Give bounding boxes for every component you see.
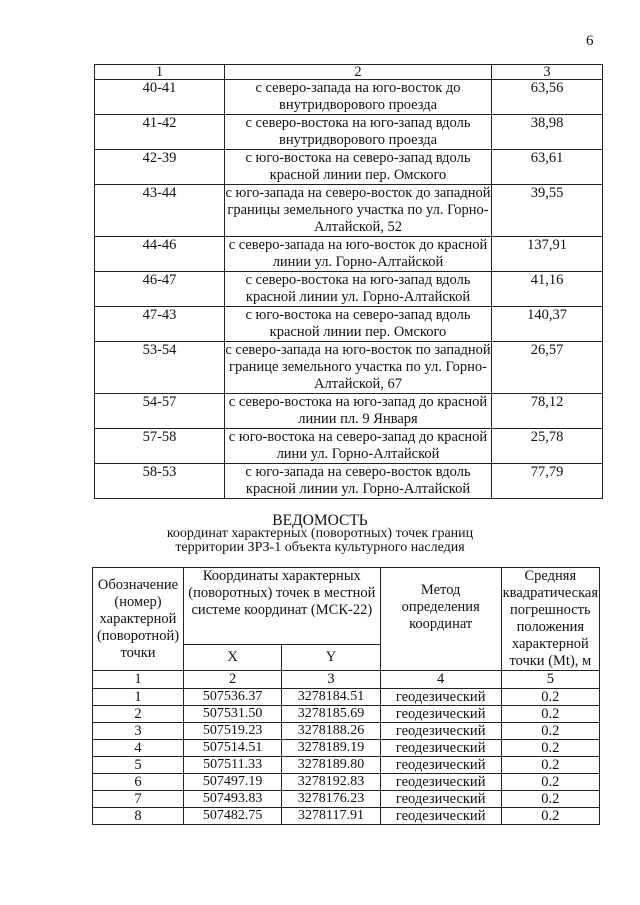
length-cell: 25,78 — [492, 429, 603, 464]
vedomost-subtitle-line-1: координат характерных (поворотных) точек границ — [166, 526, 474, 541]
method-cell: геодезический — [380, 757, 501, 774]
point-cell: 8 — [93, 808, 184, 825]
direction-cell: с северо-запада на юго-восток до красной линии ул. Горно-Алтайской — [225, 237, 492, 272]
coordinates-table — [92, 567, 600, 825]
length-cell: 39,55 — [492, 185, 603, 237]
point-cell: 7 — [93, 791, 184, 808]
direction-cell: с юго-востока на северо-запад вдоль красной линии пер. Омского — [225, 307, 492, 342]
y-cell: 3278189.19 — [282, 740, 380, 757]
segment-cell: 57-58 — [95, 429, 225, 464]
header-col-3: 3 — [492, 65, 603, 80]
table-row — [93, 689, 600, 706]
header-col-2: 2 — [225, 65, 492, 80]
table-row — [95, 307, 603, 342]
boundary-segments-table — [94, 64, 603, 499]
table-row — [95, 429, 603, 464]
direction-cell: с северо-востока на юго-запад до красной линии пл. 9 Января — [225, 394, 492, 429]
table-row — [93, 808, 600, 825]
length-cell: 63,61 — [492, 150, 603, 185]
y-cell: 3278188.26 — [282, 723, 380, 740]
table-row — [93, 706, 600, 723]
segment-cell: 53-54 — [95, 342, 225, 394]
table-row — [95, 185, 603, 237]
table-row — [95, 80, 603, 115]
method-cell: геодезический — [380, 706, 501, 723]
segment-cell: 44-46 — [95, 237, 225, 272]
segment-cell: 42-39 — [95, 150, 225, 185]
vedomost-subtitle-line-2: территории ЗРЗ-1 объекта культурного наследия — [175, 540, 465, 555]
length-cell: 26,57 — [492, 342, 603, 394]
direction-cell: с юго-востока на северо-запад до красной лини ул. Горно-Алтайской — [225, 429, 492, 464]
error-cell: 0.2 — [501, 808, 599, 825]
length-cell: 137,91 — [492, 237, 603, 272]
segment-cell: 58-53 — [95, 464, 225, 499]
table-row — [95, 464, 603, 499]
method-cell: геодезический — [380, 808, 501, 825]
col-number-3: 3 — [282, 671, 380, 689]
point-cell: 1 — [93, 689, 184, 706]
segment-cell: 40-41 — [95, 80, 225, 115]
vedomost-subtitle — [0, 527, 640, 555]
length-cell: 140,37 — [492, 307, 603, 342]
header-point-designation: Обозначение (номер) характерной (поворотной) точки — [93, 568, 184, 671]
y-cell: 3278117.91 — [282, 808, 380, 825]
vedomost-title: ВЕДОМОСТЬ — [272, 512, 368, 529]
segment-cell: 43-44 — [95, 185, 225, 237]
x-cell: 507514.51 — [184, 740, 282, 757]
method-cell: геодезический — [380, 723, 501, 740]
method-cell: геодезический — [380, 774, 501, 791]
header-y: Y — [282, 644, 380, 671]
point-cell: 3 — [93, 723, 184, 740]
point-cell: 5 — [93, 757, 184, 774]
error-cell: 0.2 — [501, 774, 599, 791]
page-number: 6 — [586, 33, 594, 49]
error-cell: 0.2 — [501, 740, 599, 757]
length-cell: 38,98 — [492, 115, 603, 150]
y-cell: 3278184.51 — [282, 689, 380, 706]
point-cell: 2 — [93, 706, 184, 723]
y-cell: 3278185.69 — [282, 706, 380, 723]
table-row — [93, 723, 600, 740]
table-row — [95, 342, 603, 394]
x-cell: 507482.75 — [184, 808, 282, 825]
direction-cell: с северо-запада на юго-восток до внутридворового проезда — [225, 80, 492, 115]
header-mean-square-error: Средняя квадратическая погрешность положения характерной точки (Mt), м — [502, 568, 599, 669]
header-method: Метод определения координат — [380, 568, 501, 671]
table-row — [93, 774, 600, 791]
x-cell: 507536.37 — [184, 689, 282, 706]
method-cell: геодезический — [380, 740, 501, 757]
error-cell: 0.2 — [501, 689, 599, 706]
error-cell: 0.2 — [501, 723, 599, 740]
point-cell: 4 — [93, 740, 184, 757]
error-cell: 0.2 — [501, 706, 599, 723]
table-row — [93, 757, 600, 774]
direction-cell: с северо-востока на юго-запад вдоль красной линии ул. Горно-Алтайской — [225, 272, 492, 307]
error-cell: 0.2 — [501, 757, 599, 774]
direction-cell: с северо-запада на юго-восток по западной границе земельного участка по ул. Горно-Алтайской, 67 — [225, 342, 491, 392]
direction-cell: с юго-запада на северо-восток вдоль красной линии ул. Горно-Алтайской — [225, 464, 492, 499]
method-cell: геодезический — [380, 689, 501, 706]
segment-cell: 41-42 — [95, 115, 225, 150]
segment-cell: 54-57 — [95, 394, 225, 429]
y-cell: 3278176.23 — [282, 791, 380, 808]
table-row — [95, 237, 603, 272]
col-number-2: 2 — [184, 671, 282, 689]
length-cell: 63,56 — [492, 80, 603, 115]
length-cell: 78,12 — [492, 394, 603, 429]
table-row — [95, 115, 603, 150]
y-cell: 3278192.83 — [282, 774, 380, 791]
point-cell: 6 — [93, 774, 184, 791]
y-cell: 3278189.80 — [282, 757, 380, 774]
col-number-1: 1 — [93, 671, 184, 689]
length-cell: 77,79 — [492, 464, 603, 499]
table-row — [95, 150, 603, 185]
x-cell: 507493.83 — [184, 791, 282, 808]
table-row — [95, 272, 603, 307]
method-cell: геодезический — [380, 791, 501, 808]
x-cell: 507519.23 — [184, 723, 282, 740]
x-cell: 507511.33 — [184, 757, 282, 774]
direction-cell: с юго-востока на северо-запад вдоль красной линии пер. Омского — [225, 150, 492, 185]
col-number-4: 4 — [380, 671, 501, 689]
x-cell: 507497.19 — [184, 774, 282, 791]
header-coordinates: Координаты характерных (поворотных) точек в местной системе координат (МСК-22) — [184, 568, 381, 645]
table-row — [95, 394, 603, 429]
direction-cell: с северо-востока на юго-запад вдоль внутридворового проезда — [225, 115, 492, 150]
header-col-1: 1 — [95, 65, 225, 80]
x-cell: 507531.50 — [184, 706, 282, 723]
table-row — [93, 740, 600, 757]
segment-cell: 46-47 — [95, 272, 225, 307]
direction-cell: с юго-запада на северо-восток до западной границы земельного участка по ул. Горно-Алтайской, 52 — [225, 185, 491, 235]
header-x: X — [184, 644, 282, 671]
col-number-5: 5 — [501, 671, 599, 689]
length-cell: 41,16 — [492, 272, 603, 307]
segment-cell: 47-43 — [95, 307, 225, 342]
table-row — [93, 791, 600, 808]
error-cell: 0.2 — [501, 791, 599, 808]
